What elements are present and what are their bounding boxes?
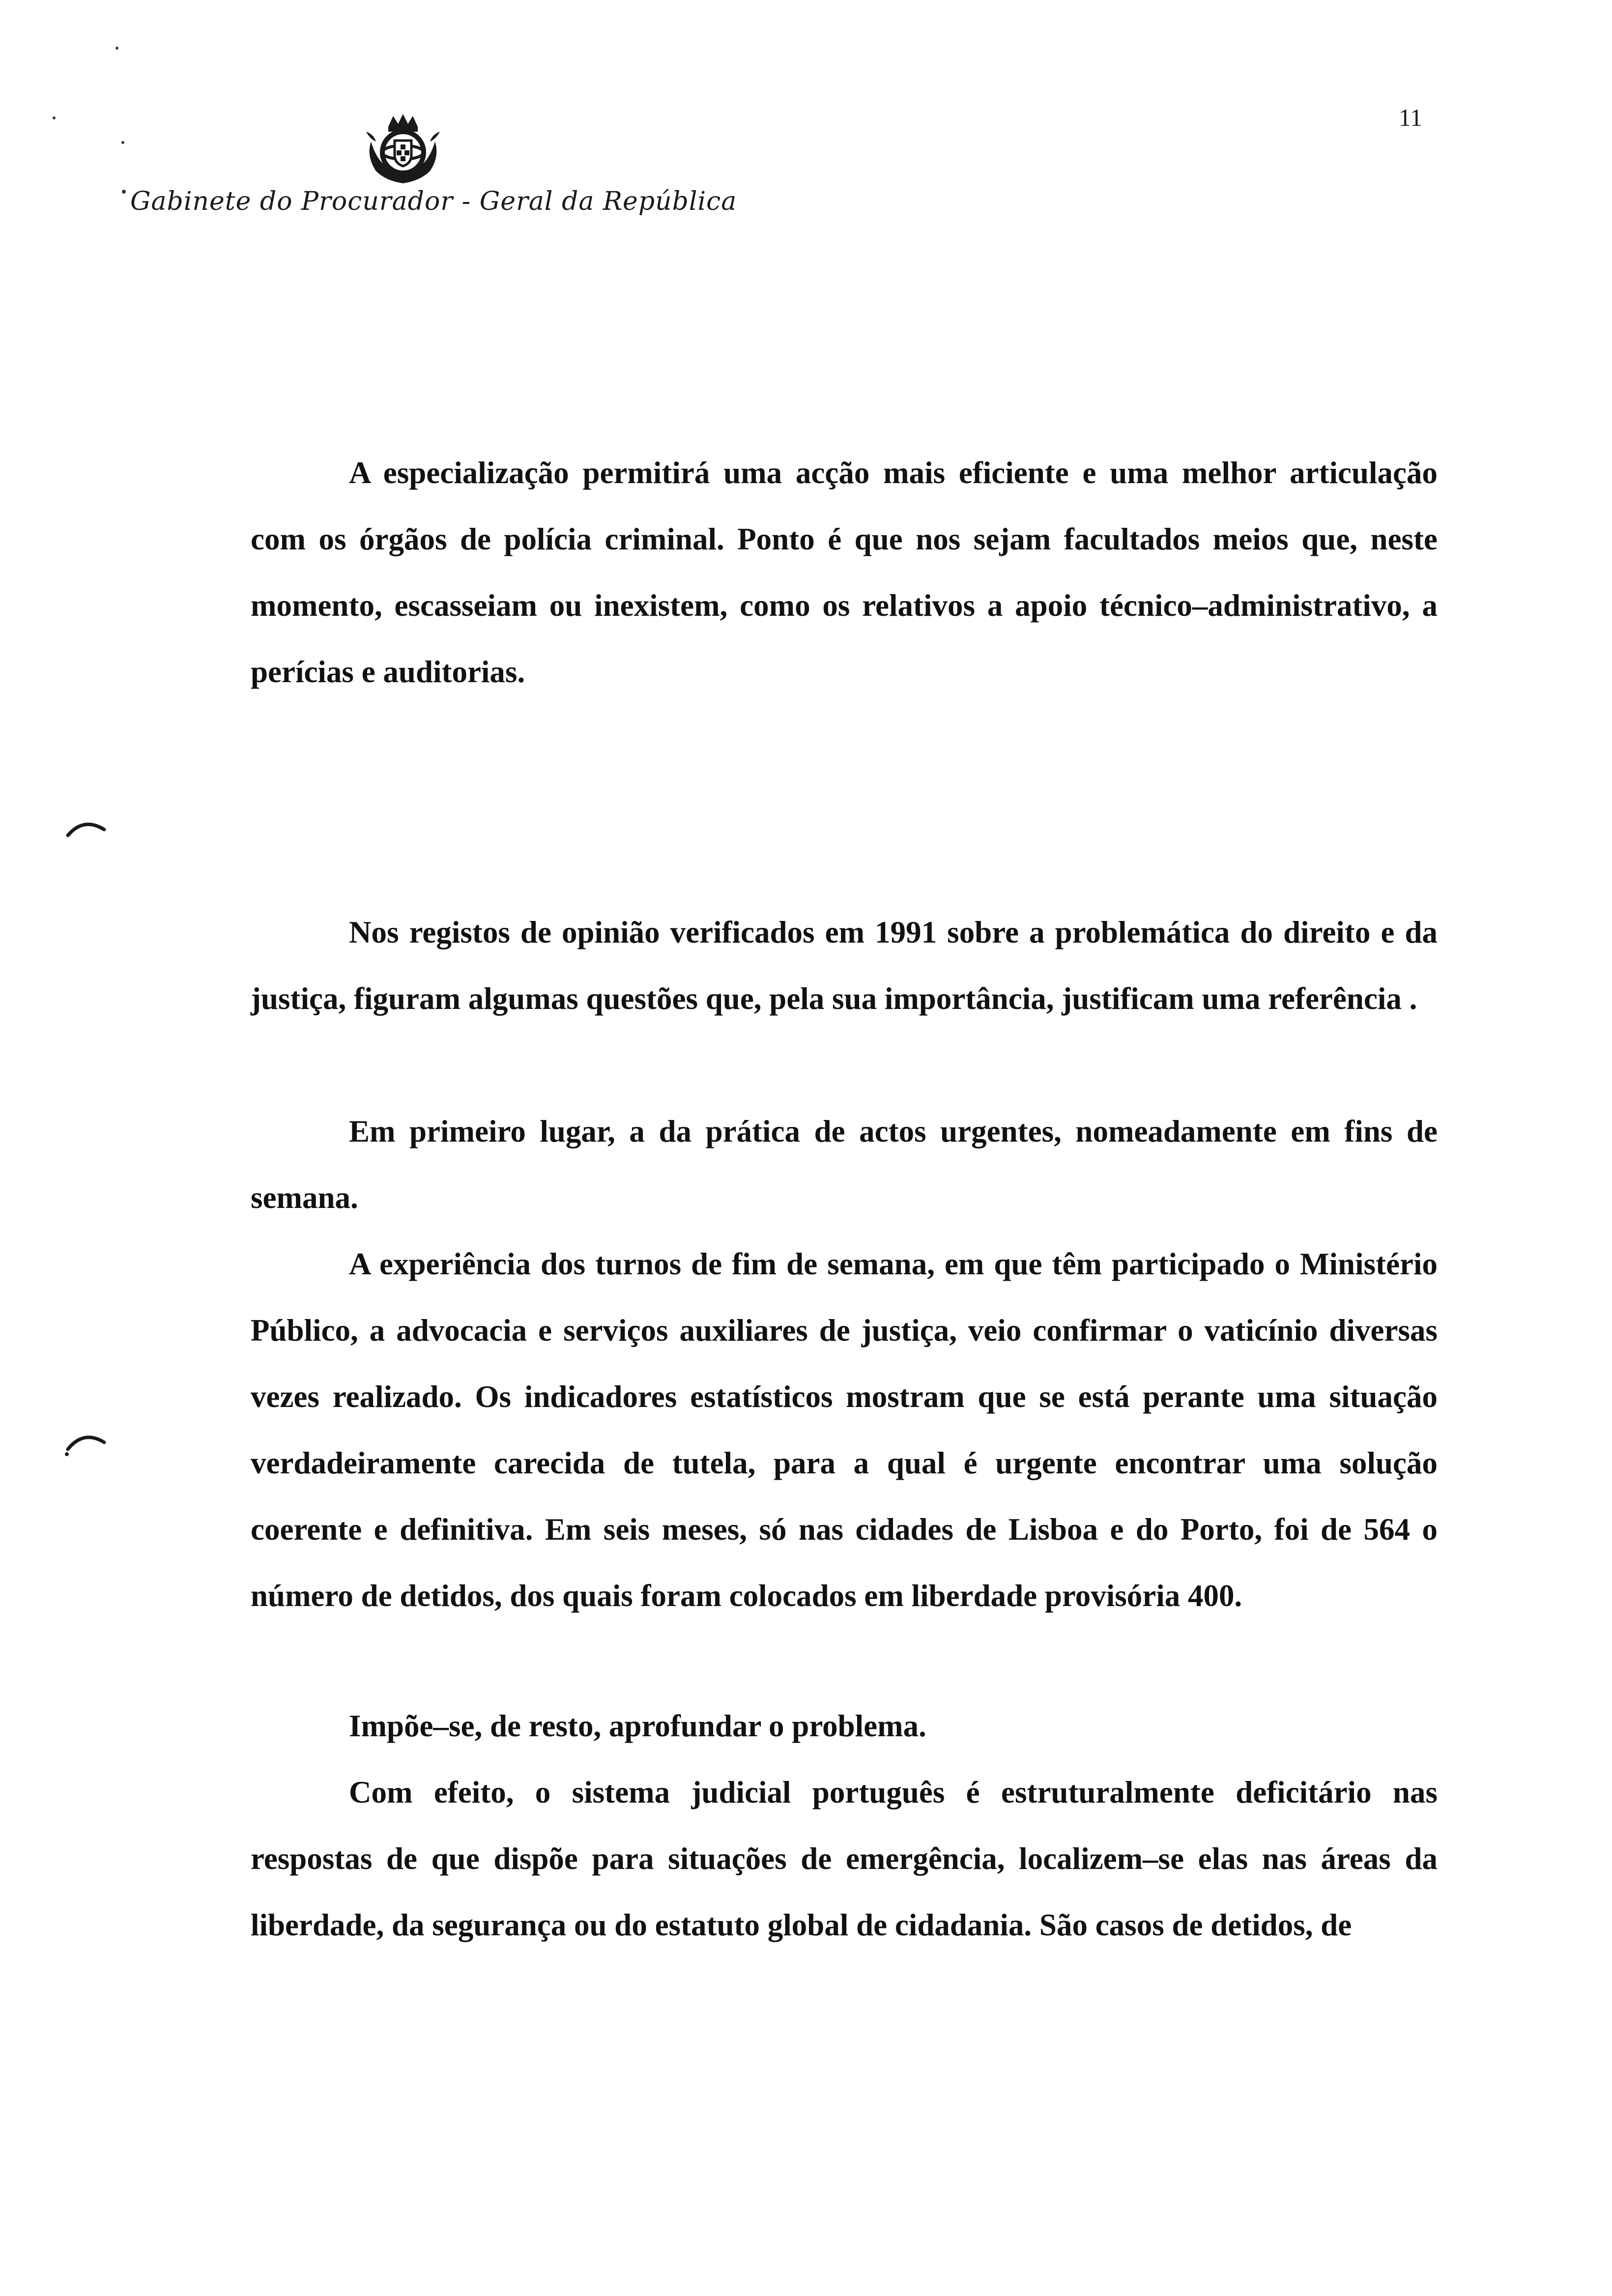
paragraph	[251, 899, 1438, 1032]
coat-of-arms-icon	[361, 112, 445, 186]
paragraph-text: Em primeiro lugar, a da prática de actos urgentes, nomeadamente em fins de semana.	[251, 1114, 1438, 1215]
paragraph-text: Com efeito, o sistema judicial português é estruturalmente deficitário nas respostas de que dispõe para situações de emergência, localizem–se elas nas áreas da liberdade, da segurança ou do estatuto global de cidadania. São casos de detidos, de	[251, 1775, 1438, 1942]
paragraph-text: A experiência dos turnos de fim de semana, em que têm participado o Ministério Público, a advocacia e serviços auxiliares de justiça, veio confirmar o vaticínio diversas vezes realizado. Os indicadores estatísticos mostram que se está perante uma situação verdadeiramente carecida de tutela, para a qual é urgente encontrar uma solução coerente e definitiva. Em seis meses, só nas cidades de Lisboa e do Porto, foi de 564 o número de detidos, dos quais foram colocados em liberdade provisória 400.	[251, 1247, 1438, 1613]
paragraph	[251, 1231, 1438, 1629]
paragraph	[251, 1693, 1438, 1759]
paragraph-text: Nos registos de opinião verificados em 1991 sobre a problemática do direito e da justiça, figuram algumas questões que, pela sua importância, justificam uma referência .	[251, 915, 1438, 1016]
paragraph-text: Impõe–se, de resto, aprofundar o problema.	[349, 1709, 926, 1743]
office-name: Gabinete do Procurador - Geral da República	[130, 187, 737, 216]
scan-specks	[113, 44, 128, 201]
scan-specks	[49, 108, 64, 128]
paragraph	[251, 1098, 1438, 1231]
page-number: 11	[1399, 104, 1423, 131]
binder-hole-mark	[64, 1428, 108, 1457]
paragraph	[251, 440, 1438, 705]
paragraph-text: A especialização permitirá uma acção mais eficiente e uma melhor articulação com os órgãos de polícia criminal. Ponto é que nos sejam facultados meios que, neste momento, escasseiam ou inexistem, como os relativos a apoio técnico–administrativo, a perícias e auditorias.	[251, 456, 1438, 689]
binder-hole-mark	[64, 816, 108, 840]
paragraph	[251, 1759, 1438, 1958]
